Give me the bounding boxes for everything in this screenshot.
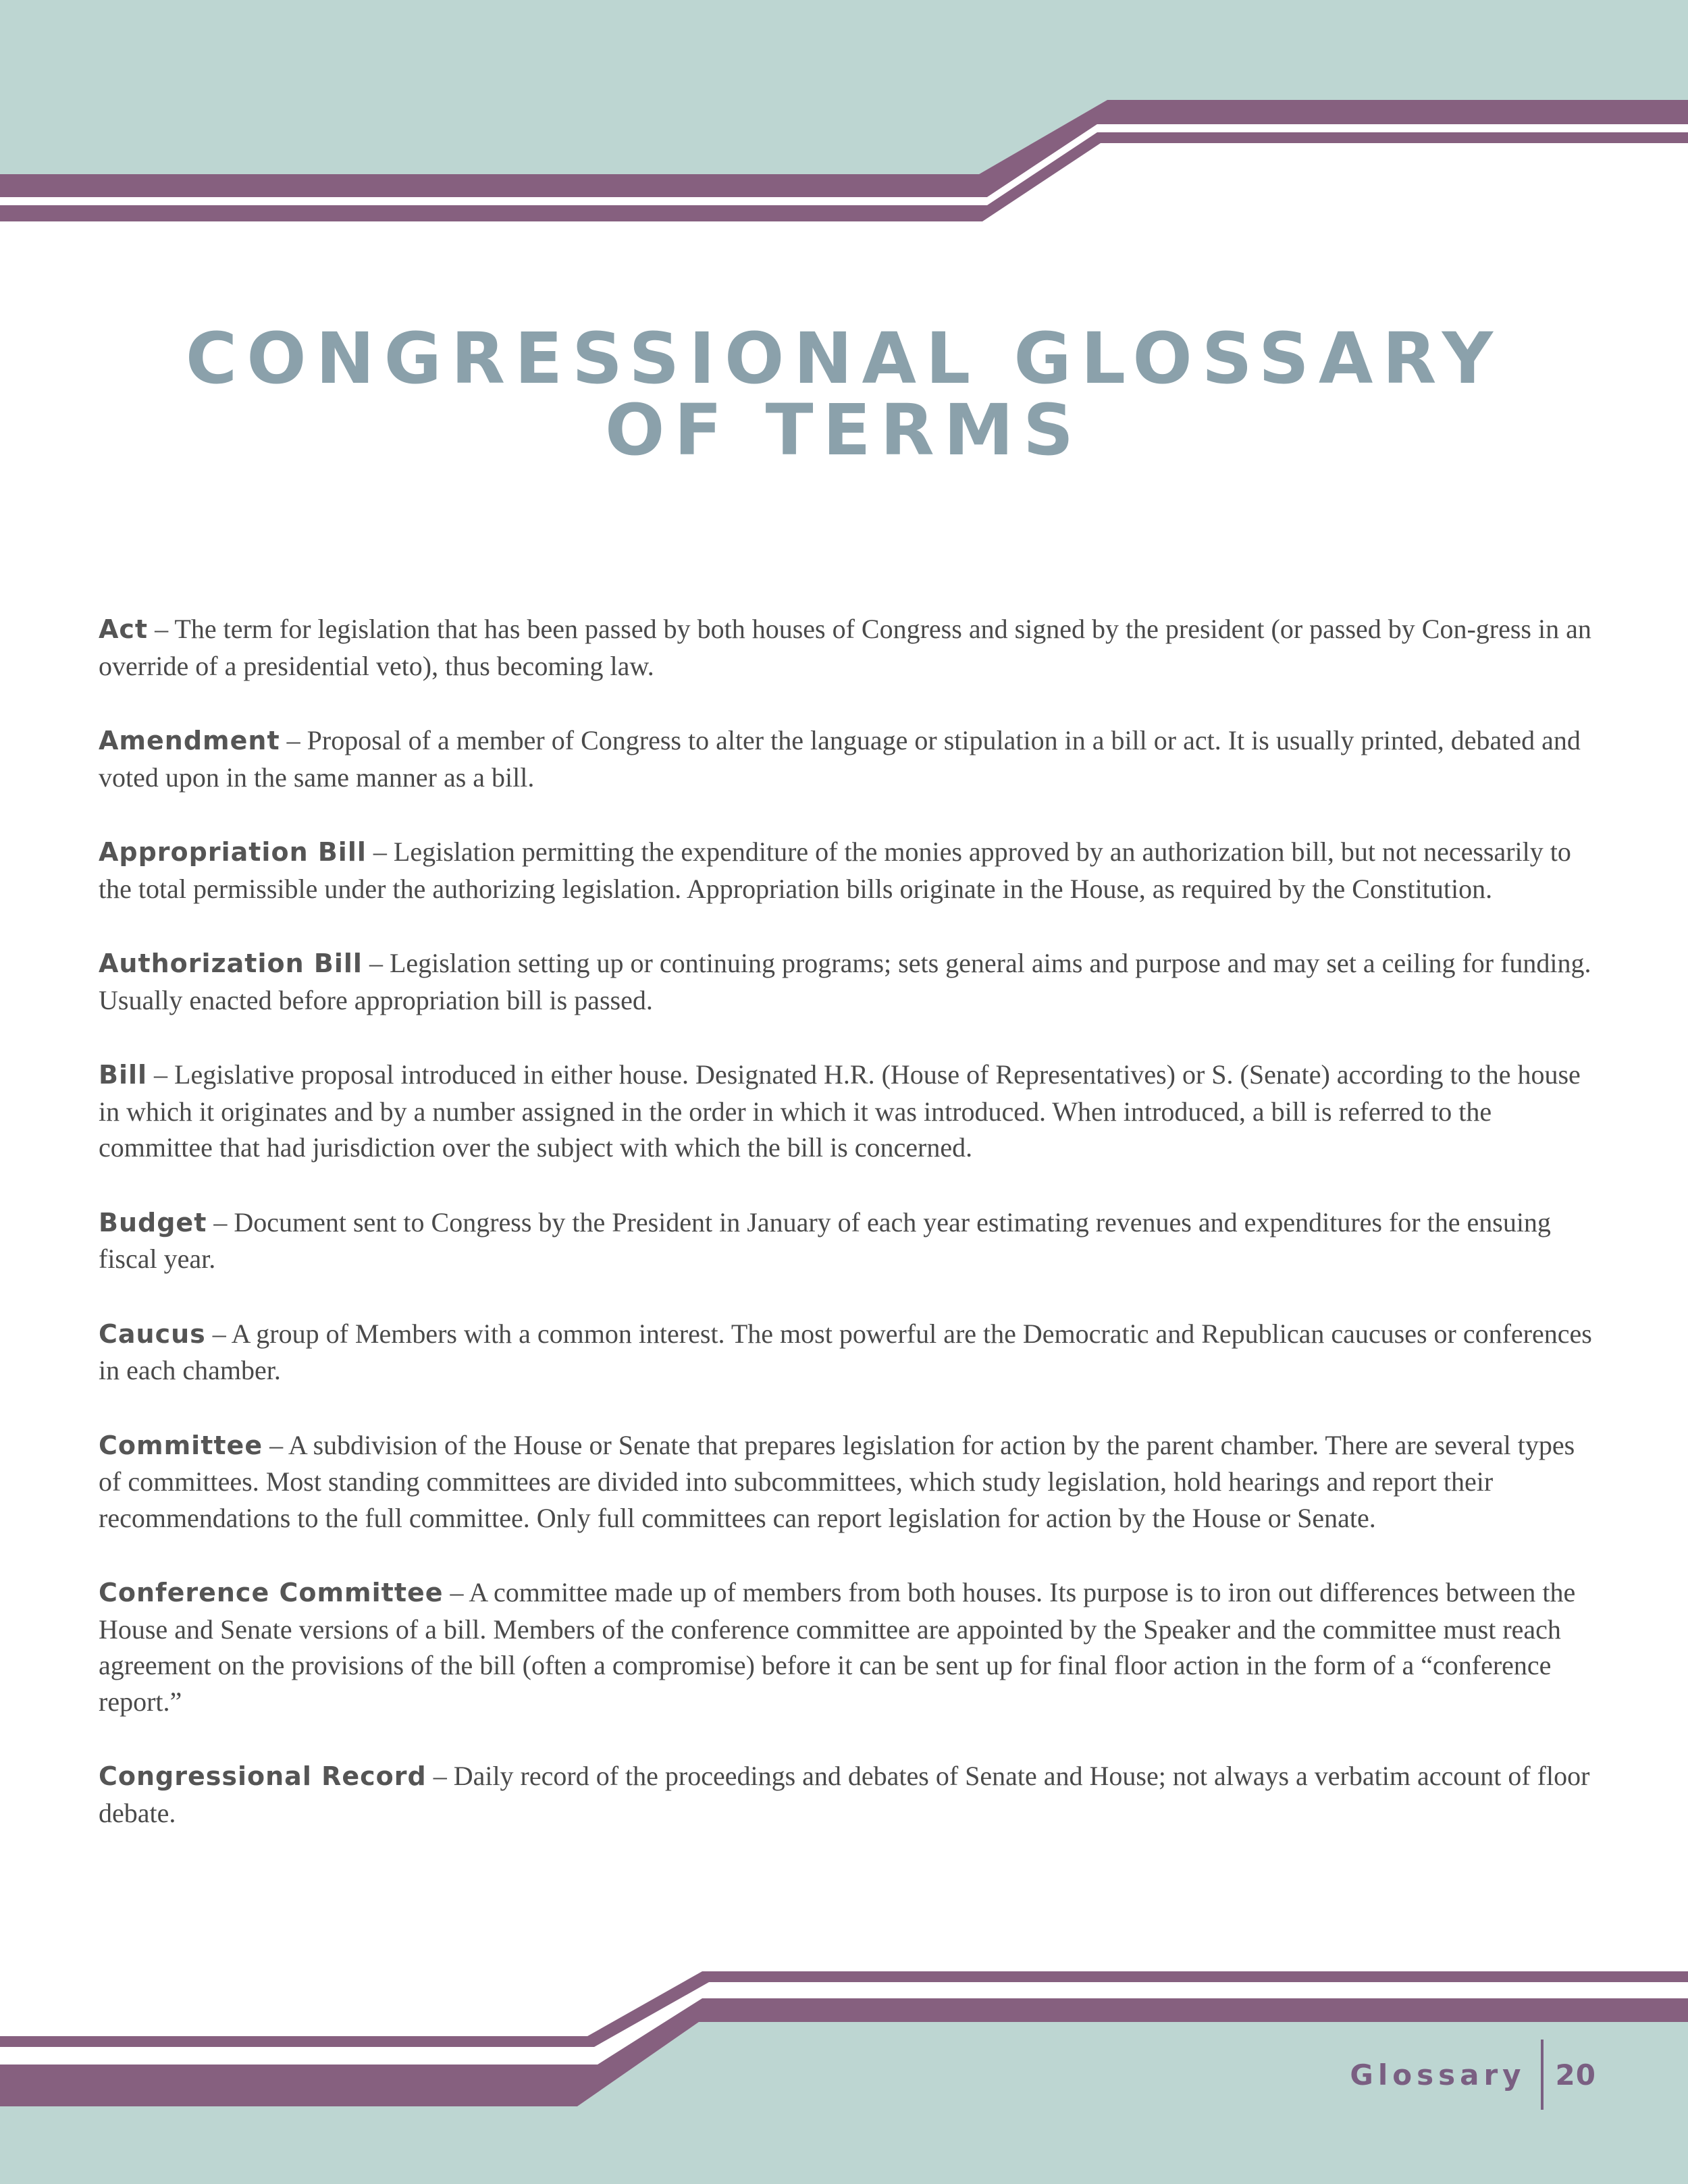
glossary-definition: Document sent to Congress by the President in January of each year estimating revenues and expenditures for the ensuing fiscal year. bbox=[99, 1206, 1551, 1274]
term-separator: – bbox=[280, 725, 307, 755]
glossary-term: Act bbox=[99, 614, 149, 644]
glossary-list bbox=[99, 611, 1598, 1869]
glossary-definition: Legislative proposal introduced in either house. Designated H.R. (House of Representatives) or S. (Senate) according to the house in which it originates and by a number assigned in the order in which it was introduced. When introduced, a bill is referred to the committee that had jurisdiction over the subject with which the bill is concerned. bbox=[99, 1059, 1581, 1163]
glossary-term: Conference Committee bbox=[99, 1578, 444, 1607]
term-separator: – bbox=[443, 1577, 469, 1607]
glossary-entry-appropriation-bill bbox=[99, 834, 1598, 907]
glossary-entry-act bbox=[99, 611, 1598, 684]
glossary-entry-budget bbox=[99, 1204, 1598, 1277]
term-separator: – bbox=[426, 1761, 454, 1791]
glossary-entry-caucus bbox=[99, 1316, 1598, 1389]
term-separator: – bbox=[366, 836, 394, 867]
glossary-term: Authorization Bill bbox=[99, 949, 363, 978]
term-separator: – bbox=[263, 1429, 288, 1460]
glossary-definition: A subdivision of the House or Senate that prepares legislation for action by the parent chamber. There are several types of committees. Most standing committees are divided into subcommittees, which study legislation, hold hearings and report their recommendations to the full committee. Only full committees can report legislation for action by the House or Senate. bbox=[99, 1429, 1575, 1533]
term-separator: – bbox=[205, 1318, 232, 1349]
page-title-line-2: OF TERMS bbox=[604, 389, 1084, 471]
glossary-entry-conference-committee bbox=[99, 1574, 1598, 1720]
glossary-entry-bill bbox=[99, 1057, 1598, 1166]
glossary-definition: A committee made up of members from both houses. Its purpose is to iron out differences between the House and Senate versions of a bill. Members of the conference committee are appointed by the Speaker and the committee must reach agreement on the provisions of the bill (often a compromise) before it can be sent up for final floor action in the form of a “conference report.” bbox=[99, 1577, 1576, 1717]
glossary-term: Congressional Record bbox=[99, 1761, 427, 1791]
glossary-entry-congressional-record bbox=[99, 1758, 1598, 1831]
footer-divider bbox=[1541, 2040, 1544, 2110]
term-separator: – bbox=[147, 1059, 175, 1090]
glossary-entry-amendment bbox=[99, 722, 1598, 795]
footer-section-label: Glossary bbox=[1350, 2058, 1526, 2092]
page-footer bbox=[1350, 2037, 1596, 2112]
term-separator: – bbox=[207, 1206, 234, 1237]
term-separator: – bbox=[148, 614, 175, 644]
glossary-definition: The term for legislation that has been passed by both houses of Congress and signed by the president (or passed by Con-gress in an override of a presidential veto), thus becoming law. bbox=[99, 614, 1591, 681]
glossary-term: Appropriation Bill bbox=[99, 837, 367, 867]
glossary-term: Caucus bbox=[99, 1319, 206, 1349]
glossary-term: Budget bbox=[99, 1207, 207, 1237]
glossary-term: Amendment bbox=[99, 726, 280, 755]
glossary-entry-committee bbox=[99, 1427, 1598, 1537]
top-header-band bbox=[0, 0, 1688, 230]
page-number: 20 bbox=[1555, 2058, 1596, 2092]
glossary-entry-authorization-bill bbox=[99, 945, 1598, 1018]
glossary-term: Committee bbox=[99, 1430, 263, 1460]
glossary-definition: A group of Members with a common interest. The most powerful are the Democratic and Republican caucuses or conferences in each chamber. bbox=[99, 1318, 1592, 1385]
glossary-definition: Daily record of the proceedings and debates of Senate and House; not always a verbatim account of floor debate. bbox=[99, 1761, 1590, 1828]
page-title bbox=[0, 317, 1688, 471]
glossary-term: Bill bbox=[99, 1060, 148, 1090]
glossary-definition: Legislation setting up or continuing programs; sets general aims and purpose and may set a ceiling for funding. Usually enacted before appropriation bill is passed. bbox=[99, 948, 1591, 1015]
top-band-fill bbox=[0, 0, 1688, 174]
term-separator: – bbox=[362, 948, 390, 978]
glossary-definition: Proposal of a member of Congress to alter the language or stipulation in a bill or act. It is usually printed, debated and voted upon in the same manner as a bill. bbox=[99, 725, 1581, 793]
glossary-definition: Legislation permitting the expenditure of the monies approved by an authorization bill, but not necessarily to the total permissible under the authorizing legislation. Appropriation bills originate in the House, as required by the Constitution. bbox=[99, 836, 1571, 904]
page-title-line-1: CONGRESSIONAL GLOSSARY bbox=[185, 317, 1503, 400]
